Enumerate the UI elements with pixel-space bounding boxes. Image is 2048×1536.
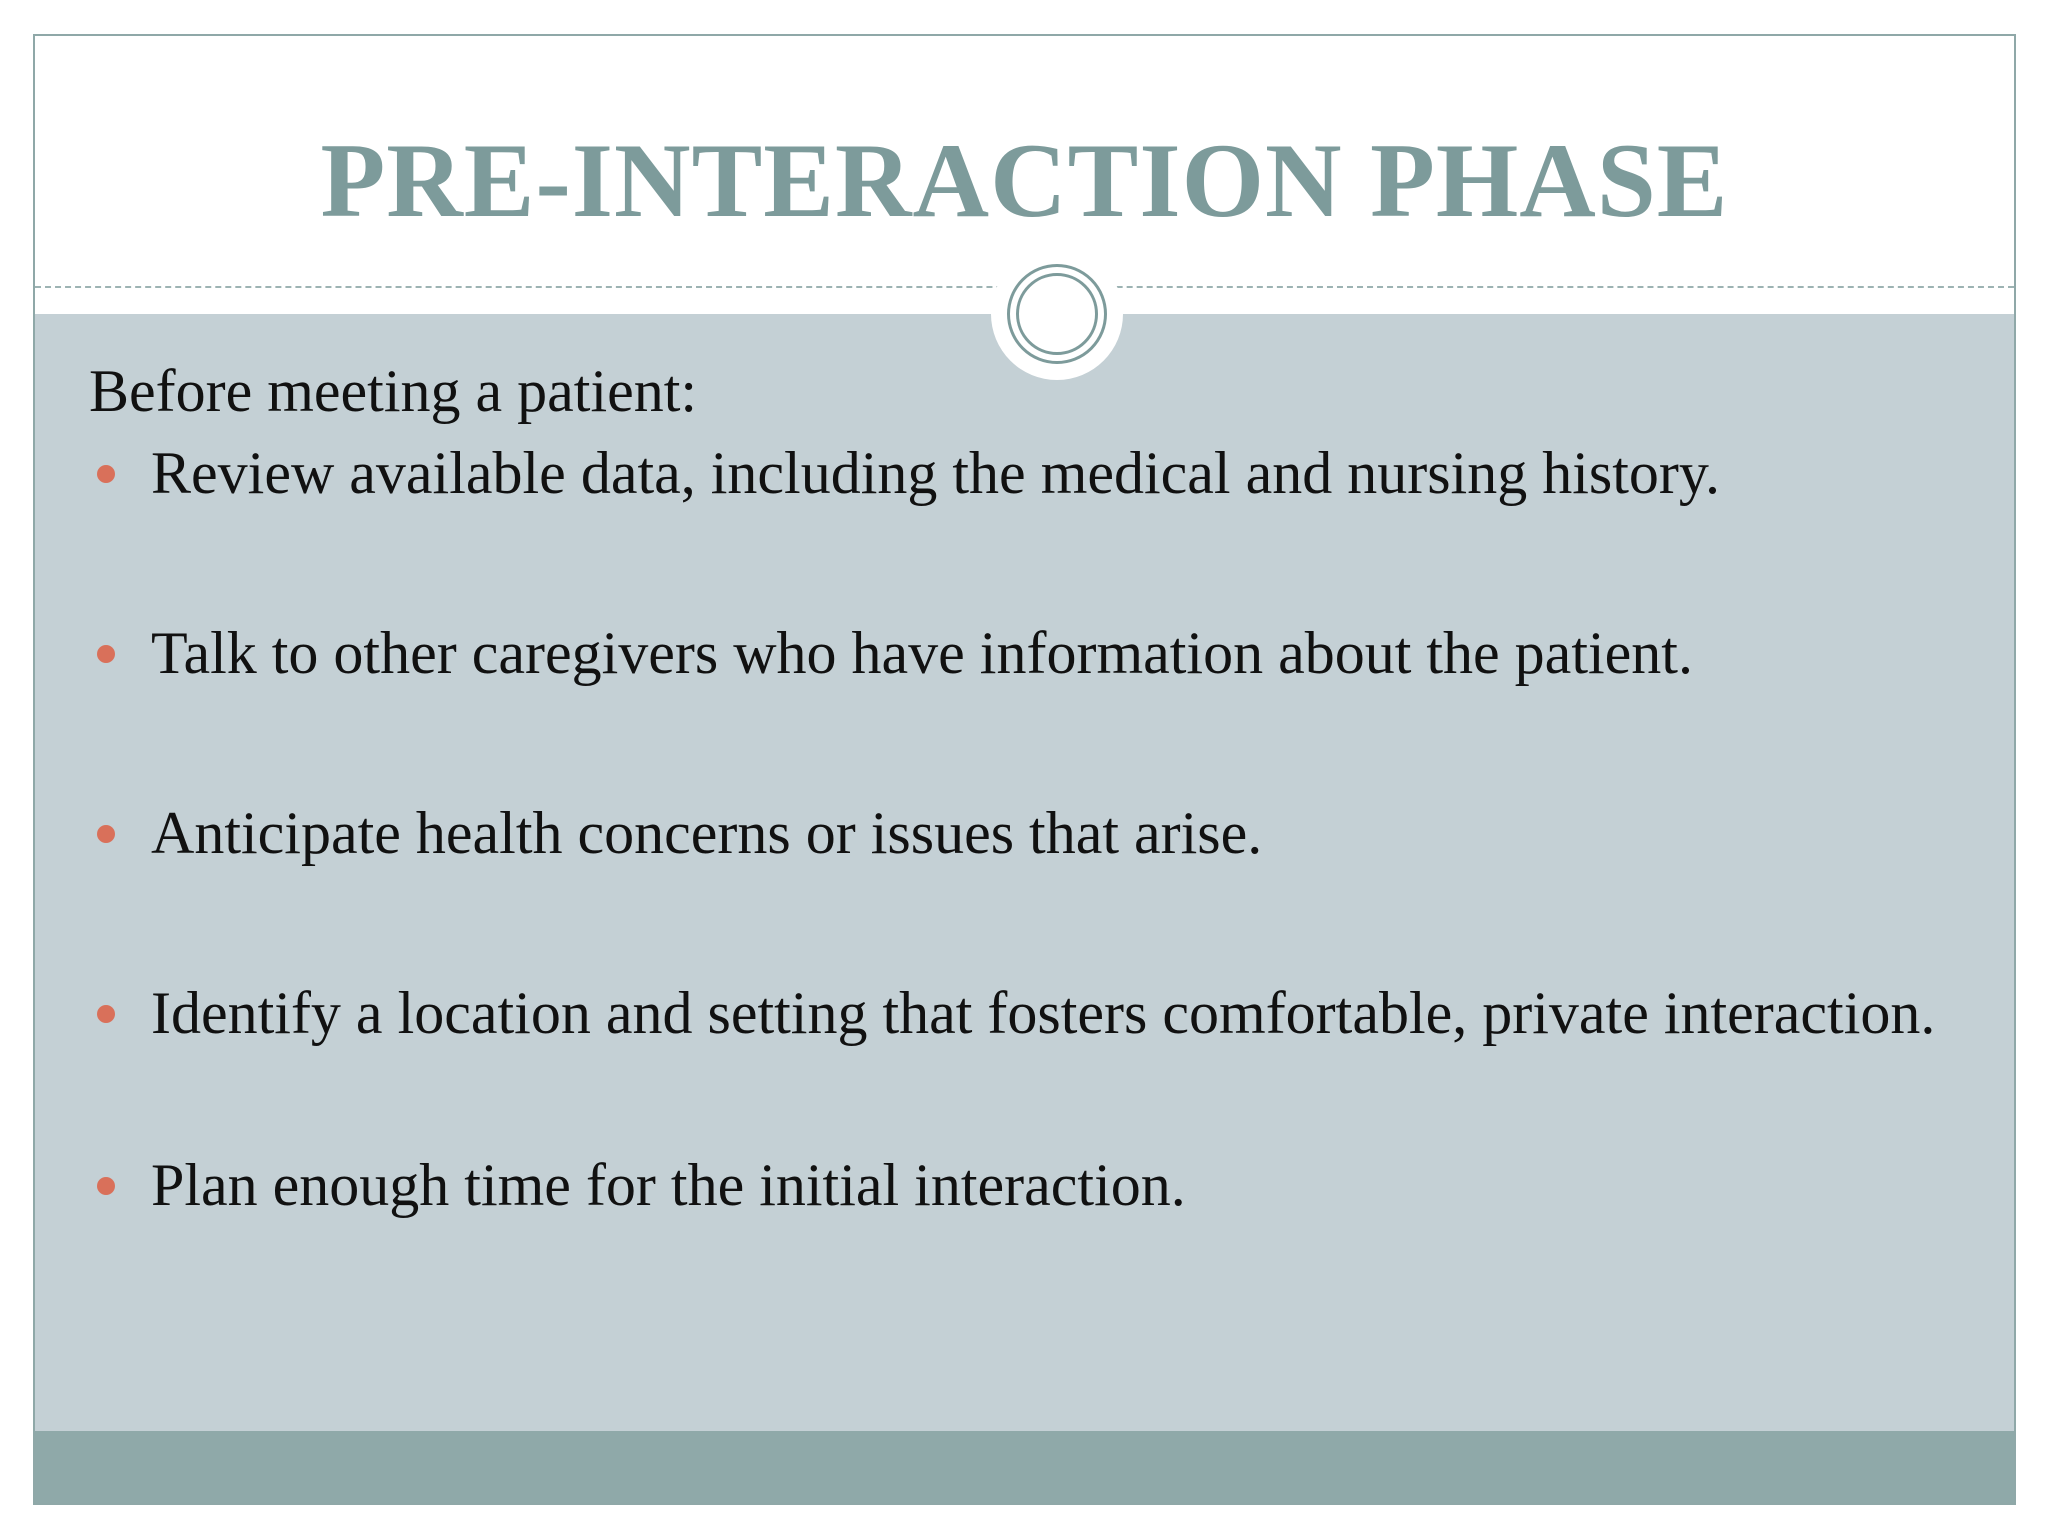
bullet-text: Identify a location and setting that fosters comfortable, private interaction. (151, 980, 1936, 1046)
bullet-item (89, 616, 1989, 690)
bullet-text: Anticipate health concerns or issues that arise. (151, 800, 1263, 866)
bullet-item (89, 976, 1989, 1050)
bullet-dot-icon (97, 1177, 115, 1195)
bullet-dot-icon (97, 1005, 115, 1023)
bullet-item (89, 436, 1989, 510)
bullet-dot-icon (97, 465, 115, 483)
bullet-list (89, 436, 1989, 1222)
slide-body (89, 354, 1989, 1328)
bullet-text: Review available data, including the medical and nursing history. (151, 440, 1720, 506)
bullet-item (89, 1148, 1989, 1222)
bullet-text: Talk to other caregivers who have information about the patient. (151, 620, 1693, 686)
slide-title: PRE-INTERACTION PHASE (320, 122, 1729, 239)
bullet-dot-icon (97, 825, 115, 843)
bullet-dot-icon (97, 645, 115, 663)
footer-bar (35, 1431, 2014, 1503)
bullet-item (89, 796, 1989, 870)
slide (33, 34, 2016, 1505)
circle-ornament-inner-ring (1016, 273, 1098, 355)
intro-text: Before meeting a patient: (89, 358, 698, 424)
bullet-text: Plan enough time for the initial interaction. (151, 1152, 1186, 1218)
